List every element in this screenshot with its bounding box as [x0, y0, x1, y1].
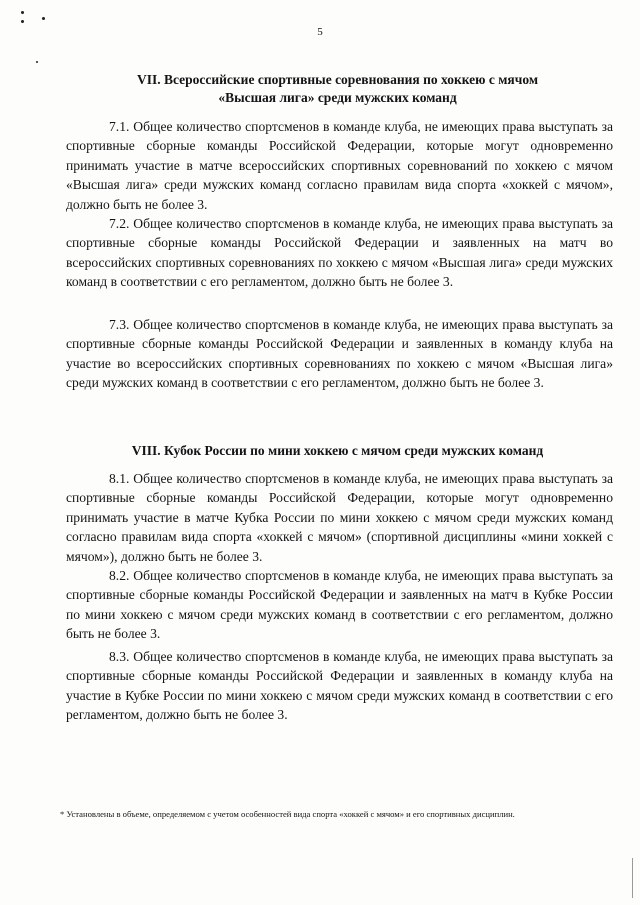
- section-title-viii: [60, 442, 615, 460]
- scan-dot: [36, 61, 38, 63]
- section-title-line: «Высшая лига» среди мужских команд: [218, 90, 457, 105]
- paragraph-7-2: 7.2. Общее количество спортсменов в команде клуба, не имеющих права выступать за спортивные сборные команды Российской Федерации и заявленных на матч во всероссийских спортивных соревнованиях по хоккею с мячом «Высшая лига» среди мужских команд в соответствии с его регламентом, должно быть не более 3.: [66, 216, 613, 290]
- section-title-line: VII. Всероссийские спортивные соревнования по хоккею с мячом: [136, 72, 539, 87]
- paragraph-7-1: 7.1. Общее количество спортсменов в команде клуба, не имеющих права выступать за спортивные сборные команды Российской Федерации, которые могут одновременно принимать участие в матче всероссийских спортивных соревнований по хоккею с мячом «Высшая лига» среди мужских команд согласно правилам вида спорта «хоккей с мячом», должно быть не более 3.: [66, 119, 613, 212]
- footnote: * Установлены в объеме, определяемом с учетом особенностей вида спорта «хоккей с мячом» и его спортивных дисциплин.: [60, 809, 515, 819]
- paragraph-8-1: 8.1. Общее количество спортсменов в команде клуба, не имеющих права выступать за спортивные сборные команды Российской Федерации, которые могут одновременно принимать участие в матче Кубка России по мини хоккею с мячом среди мужских команд согласно правилам вида спорта «хоккей с мячом» (спортивной дисциплины «мини хоккей с мячом»), должно быть не более 3.: [66, 471, 613, 564]
- paragraph-7-3: 7.3. Общее количество спортсменов в команде клуба, не имеющих права выступать за спортивные сборные команды Российской Федерации и заявленных в команду клуба на участие во всероссийских спортивных соревнованиях по хоккею с мячом «Высшая лига» среди мужских команд в соответствии с его регламентом, должно быть не более 3.: [66, 317, 613, 391]
- section-title-vii: [60, 71, 615, 107]
- page-number: 5: [317, 26, 323, 38]
- section-title-line: VIII. Кубок России по мини хоккею с мячом среди мужских команд: [131, 443, 544, 458]
- paragraph-8-2: 8.2. Общее количество спортсменов в команде клуба, не имеющих права выступать за спортивные сборные команды Российской Федерации и заявленных на матч в Кубке России по мини хоккею с мячом среди мужских команд в соответствии с его регламентом, должно быть не более 3.: [66, 568, 613, 642]
- scan-dot: [21, 20, 24, 23]
- paragraph-8-3: 8.3. Общее количество спортсменов в команде клуба, не имеющих права выступать за спортивные сборные команды Российской Федерации и заявленных в команду клуба на участие в Кубке России по мини хоккею с мячом среди мужских команд в соответствии с его регламентом, должно быть не более 3.: [66, 649, 613, 723]
- scan-edge-line: [632, 858, 633, 898]
- scan-dot: [42, 17, 45, 20]
- scan-dot: [21, 11, 24, 14]
